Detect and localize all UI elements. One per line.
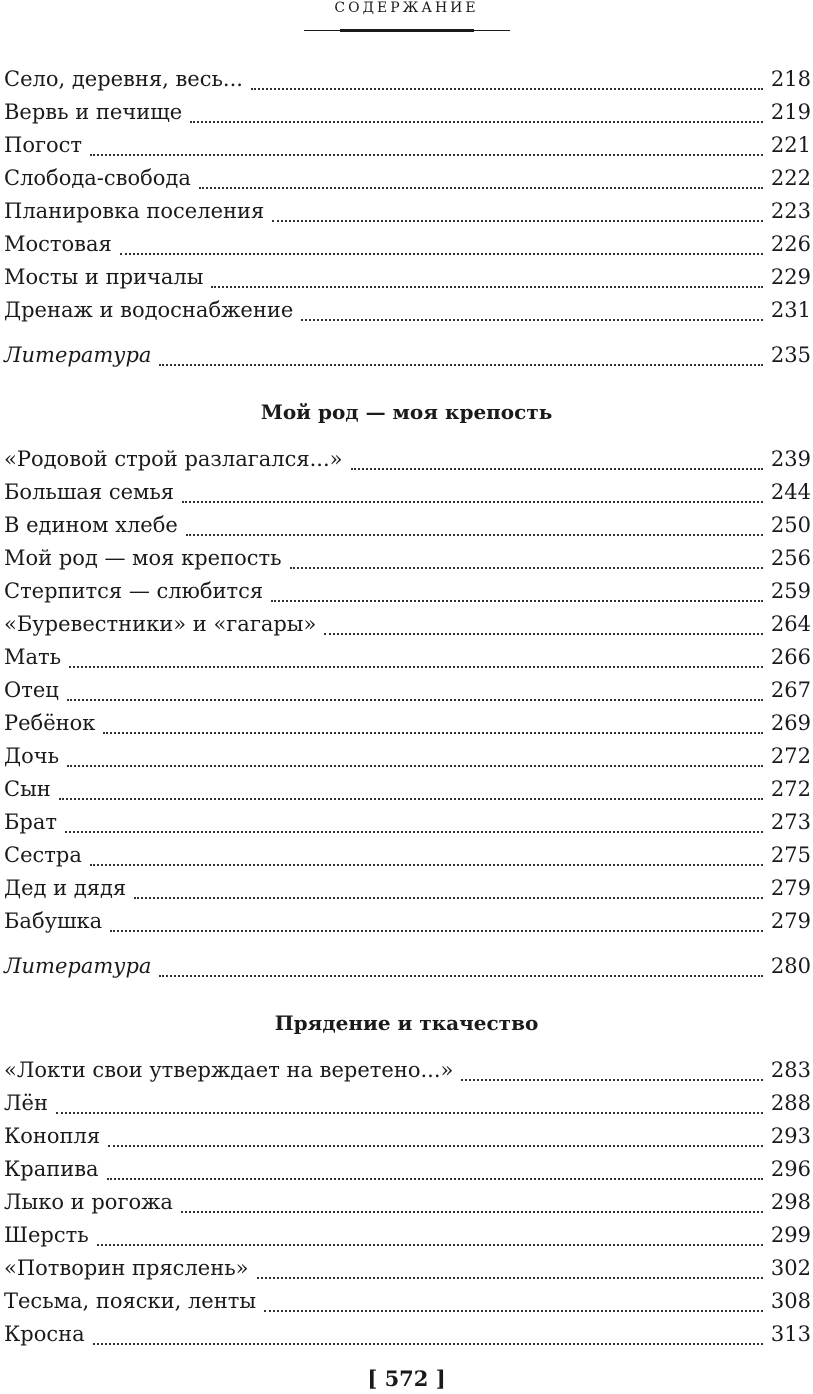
dot-leader	[69, 665, 763, 668]
toc-entry-page: 219	[770, 100, 811, 124]
toc-entry-title: «Буревестники» и «гагары»	[4, 612, 317, 636]
toc-entry-title: Село, деревня, весь...	[4, 67, 243, 91]
toc-entry-title: Кросна	[4, 1322, 85, 1346]
toc-entry[interactable]	[0, 542, 813, 575]
toc-entry-title: Планировка поселения	[4, 199, 265, 223]
dot-leader	[107, 1177, 763, 1180]
dot-leader	[120, 252, 763, 255]
toc-entry[interactable]	[0, 162, 813, 195]
toc-entry-title: Сестра	[4, 843, 82, 867]
toc-entry[interactable]	[0, 1087, 813, 1120]
spacer	[0, 429, 813, 443]
dot-leader	[324, 632, 763, 635]
spacer	[0, 1040, 813, 1054]
toc-entry-page: 288	[770, 1091, 811, 1115]
toc-entry-title: Тесьма, пояски, ленты	[4, 1289, 257, 1313]
toc-entry-page: 298	[770, 1190, 811, 1214]
toc-entry-title: Литература	[4, 954, 152, 978]
dot-leader	[65, 830, 763, 833]
page-number: [ 572 ]	[367, 1366, 446, 1391]
toc-entry[interactable]	[0, 806, 813, 839]
toc-entry[interactable]	[0, 773, 813, 806]
toc-entry[interactable]	[0, 839, 813, 872]
toc-entry-page: 272	[770, 777, 811, 801]
toc-entry-title: Стерпится — слюбится	[4, 579, 264, 603]
toc-entry-title: Лён	[4, 1091, 48, 1115]
toc-entry-title: Шерсть	[4, 1223, 89, 1247]
toc-entry-page: 267	[770, 678, 811, 702]
toc-entry-page: 275	[770, 843, 811, 867]
dot-leader	[108, 1144, 763, 1147]
toc-entry[interactable]	[0, 707, 813, 740]
toc-entry-page: 308	[770, 1289, 811, 1313]
dot-leader	[103, 731, 763, 734]
toc-entry-title: Большая семья	[4, 480, 175, 504]
toc-entry-title: Дочь	[4, 744, 60, 768]
toc-entry-page: 259	[770, 579, 811, 603]
spacer	[0, 983, 813, 1007]
toc-entry-title: Брат	[4, 810, 58, 834]
section-heading: Прядение и ткачество	[274, 1011, 539, 1035]
header-rule	[304, 28, 510, 34]
dot-leader	[97, 1243, 763, 1246]
toc-entry-page: 266	[770, 645, 811, 669]
toc-entry-title: Ребёнок	[4, 711, 96, 735]
running-header-title: СОДЕРЖАНИЕ	[334, 0, 479, 16]
toc-entry-page: 293	[770, 1124, 811, 1148]
dot-leader	[159, 974, 762, 977]
toc-entry-title: Крапива	[4, 1157, 99, 1181]
dot-leader	[67, 764, 763, 767]
dot-leader	[186, 533, 763, 536]
dot-leader	[134, 896, 763, 899]
toc-entry-title: Лыко и рогожа	[4, 1190, 173, 1214]
toc-content	[0, 63, 813, 1351]
dot-leader	[190, 120, 763, 123]
toc-entry-page: 273	[770, 810, 811, 834]
spacer	[0, 938, 813, 950]
toc-entry-page: 264	[770, 612, 811, 636]
toc-entry[interactable]	[0, 1318, 813, 1351]
toc-entry-page: 222	[770, 166, 811, 190]
toc-entry[interactable]	[0, 63, 813, 96]
toc-entry-title: Мой род — моя крепость	[4, 546, 282, 570]
dot-leader	[159, 363, 762, 366]
toc-entry-page: 226	[770, 232, 811, 256]
dot-leader	[211, 285, 762, 288]
toc-entry-page: 221	[770, 133, 811, 157]
toc-entry[interactable]	[0, 608, 813, 641]
toc-entry-page: 279	[770, 876, 811, 900]
header-rule-thick	[340, 29, 474, 32]
toc-entry-title: В едином хлебе	[4, 513, 178, 537]
toc-entry-literature[interactable]	[0, 339, 813, 372]
toc-entry-page: 250	[770, 513, 811, 537]
running-header	[0, 0, 813, 34]
dot-leader	[264, 1309, 763, 1312]
toc-entry-title: Литература	[4, 343, 152, 367]
toc-entry[interactable]	[0, 1285, 813, 1318]
toc-entry-page: 235	[770, 343, 811, 367]
toc-entry-page: 313	[770, 1322, 811, 1346]
toc-entry-title: Дренаж и водоснабжение	[4, 298, 294, 322]
toc-entry[interactable]	[0, 575, 813, 608]
toc-entry-title: Мать	[4, 645, 62, 669]
toc-entry[interactable]	[0, 443, 813, 476]
toc-entry-title: Отец	[4, 678, 59, 702]
toc-block-3	[0, 1054, 813, 1351]
dot-leader	[461, 1078, 763, 1081]
toc-entry-page: 269	[770, 711, 811, 735]
toc-entry-title: Погост	[4, 133, 82, 157]
dot-leader	[90, 153, 763, 156]
toc-entry[interactable]	[0, 96, 813, 129]
toc-entry-page: 279	[770, 909, 811, 933]
toc-entry[interactable]	[0, 129, 813, 162]
toc-entry-title: Бабушка	[4, 909, 103, 933]
toc-entry[interactable]	[0, 476, 813, 509]
dot-leader	[93, 1342, 763, 1345]
toc-entry[interactable]	[0, 509, 813, 542]
toc-entry-title: Вервь и печище	[4, 100, 183, 124]
toc-entry-page: 231	[770, 298, 811, 322]
toc-entry-title: «Локти свои утверждает на веретено...»	[4, 1058, 454, 1082]
toc-block-2	[0, 443, 813, 983]
dot-leader	[59, 797, 763, 800]
toc-entry[interactable]	[0, 1219, 813, 1252]
toc-entry[interactable]	[0, 1252, 813, 1285]
toc-block-1	[0, 63, 813, 372]
toc-entry[interactable]	[0, 1054, 813, 1087]
toc-entry-title: «Потворин пряслень»	[4, 1256, 249, 1280]
toc-entry[interactable]	[0, 1186, 813, 1219]
toc-entry[interactable]	[0, 1153, 813, 1186]
dot-leader	[181, 1210, 763, 1213]
toc-entry-page: 229	[770, 265, 811, 289]
toc-entry[interactable]	[0, 261, 813, 294]
toc-entry-title: Мостовая	[4, 232, 112, 256]
toc-entry-title: Дед и дядя	[4, 876, 127, 900]
toc-entry[interactable]	[0, 674, 813, 707]
dot-leader	[272, 219, 763, 222]
toc-entry-title: Слобода-свобода	[4, 166, 191, 190]
toc-entry-page: 272	[770, 744, 811, 768]
dot-leader	[199, 186, 763, 189]
toc-entry[interactable]	[0, 905, 813, 938]
toc-entry-page: 302	[770, 1256, 811, 1280]
toc-entry[interactable]	[0, 1120, 813, 1153]
toc-entry[interactable]	[0, 641, 813, 674]
dot-leader	[56, 1111, 763, 1114]
toc-entry[interactable]	[0, 195, 813, 228]
toc-entry-page: 299	[770, 1223, 811, 1247]
dot-leader	[67, 698, 763, 701]
toc-entry-page: 296	[770, 1157, 811, 1181]
section-heading: Мой род — моя крепость	[260, 400, 553, 424]
dot-leader	[351, 467, 763, 470]
dot-leader	[301, 318, 763, 321]
dot-leader	[271, 599, 763, 602]
toc-entry-page: 218	[770, 67, 811, 91]
toc-entry[interactable]	[0, 294, 813, 327]
toc-entry[interactable]	[0, 228, 813, 261]
toc-entry-title: Конопля	[4, 1124, 101, 1148]
spacer	[0, 372, 813, 396]
dot-leader	[290, 566, 763, 569]
dot-leader	[182, 500, 763, 503]
toc-entry-title: Сын	[4, 777, 51, 801]
toc-entry-page: 280	[770, 954, 811, 978]
toc-entry-literature[interactable]	[0, 950, 813, 983]
spacer	[0, 327, 813, 339]
toc-entry-page: 223	[770, 199, 811, 223]
toc-entry[interactable]	[0, 740, 813, 773]
dot-leader	[257, 1276, 763, 1279]
toc-entry[interactable]	[0, 872, 813, 905]
toc-entry-page: 256	[770, 546, 811, 570]
toc-entry-page: 244	[770, 480, 811, 504]
toc-entry-page: 283	[770, 1058, 811, 1082]
toc-entry-title: «Родовой строй разлагался...»	[4, 447, 343, 471]
dot-leader	[110, 929, 763, 932]
dot-leader	[251, 87, 763, 90]
toc-entry-page: 239	[770, 447, 811, 471]
dot-leader	[90, 863, 763, 866]
toc-entry-title: Мосты и причалы	[4, 265, 204, 289]
